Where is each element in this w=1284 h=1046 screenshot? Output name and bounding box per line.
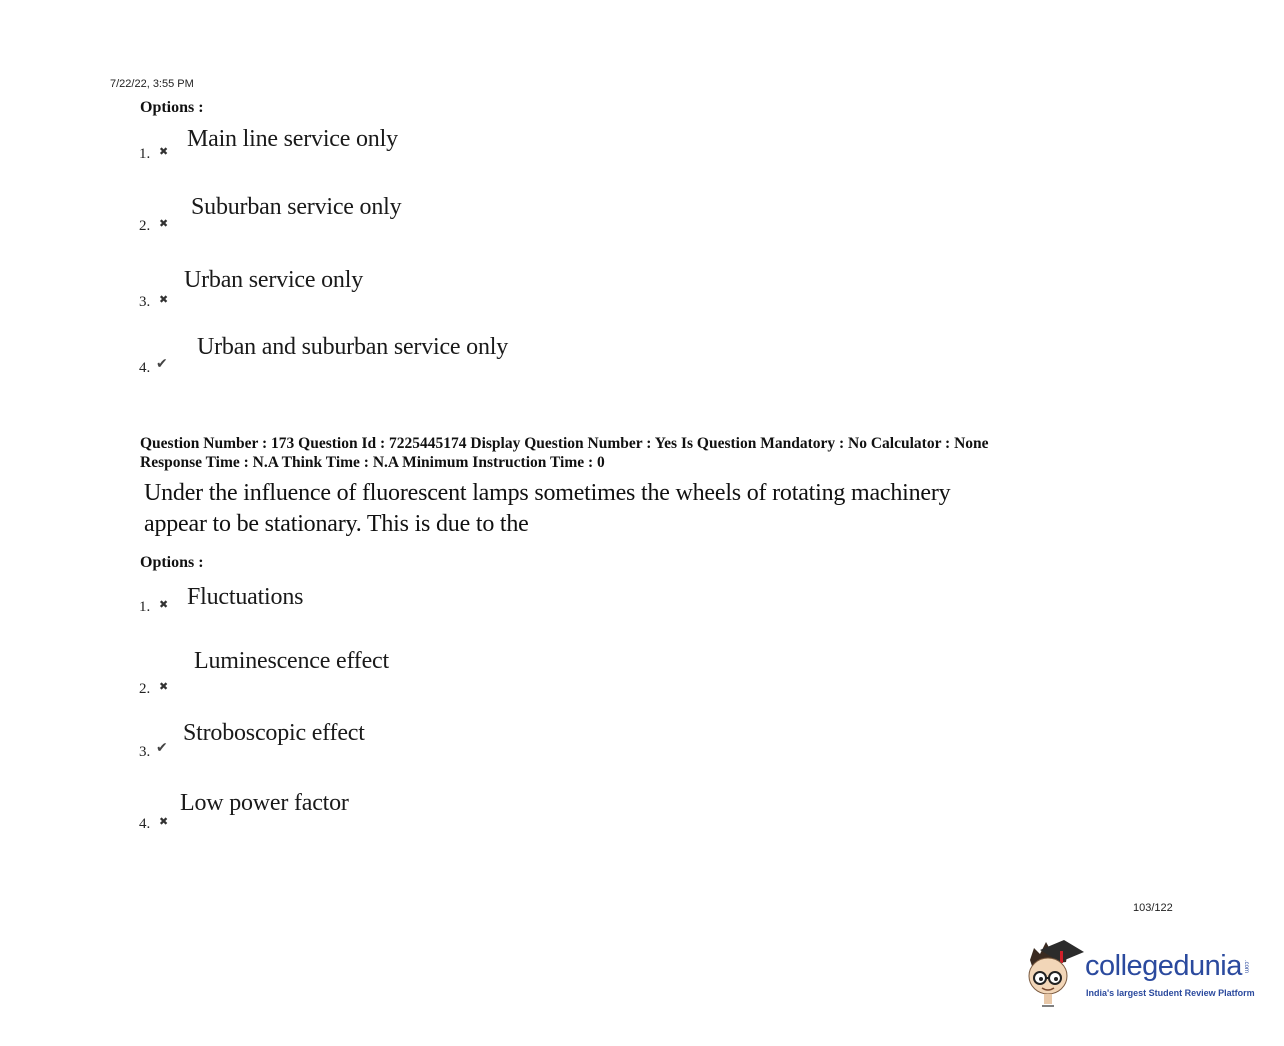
option-text: Low power factor xyxy=(180,790,349,816)
cross-icon: ✖ xyxy=(159,815,169,828)
check-icon: ✔ xyxy=(156,356,168,372)
option-number: 3. xyxy=(139,294,151,310)
options-label: Options : xyxy=(140,99,204,116)
cross-icon: ✖ xyxy=(159,680,169,693)
logo-suffix: .com xyxy=(1243,960,1249,974)
options-label: Options : xyxy=(140,554,204,571)
question-meta xyxy=(140,434,989,472)
option-text: Urban and suburban service only xyxy=(197,334,509,360)
option-text: Main line service only xyxy=(187,126,398,152)
option-text: Luminescence effect xyxy=(194,648,389,674)
option-number: 2. xyxy=(139,218,151,234)
question-text xyxy=(144,478,950,540)
cross-icon: ✖ xyxy=(159,217,169,230)
mascot-icon xyxy=(1024,938,1086,1010)
print-timestamp: 7/22/22, 3:55 PM xyxy=(110,78,194,90)
question-text-line: appear to be stationary. This is due to the xyxy=(144,511,529,537)
option-text: Stroboscopic effect xyxy=(183,720,365,746)
option-text: Urban service only xyxy=(184,267,364,293)
logo-wordmark: collegedunia xyxy=(1085,950,1242,982)
option-text: Suburban service only xyxy=(191,194,402,220)
question-meta-line: Question Number : 173 Question Id : 7225445174 Display Question Number : Yes Is Question Mandatory : No Calculator : None xyxy=(140,435,989,452)
option-number: 2. xyxy=(139,681,151,697)
option-number: 3. xyxy=(139,744,151,760)
logo-tagline: India's largest Student Review Platform xyxy=(1086,988,1255,998)
option-number: 4. xyxy=(139,816,151,832)
page-number: 103/122 xyxy=(1133,902,1173,914)
cross-icon: ✖ xyxy=(159,293,169,306)
cross-icon: ✖ xyxy=(159,145,169,158)
option-number: 4. xyxy=(139,360,151,376)
check-icon: ✔ xyxy=(156,740,168,756)
option-number: 1. xyxy=(139,599,151,615)
option-text: Fluctuations xyxy=(187,584,304,610)
question-meta-line: Response Time : N.A Think Time : N.A Minimum Instruction Time : 0 xyxy=(140,454,605,471)
question-text-line: Under the influence of fluorescent lamps sometimes the wheels of rotating machinery xyxy=(144,480,951,506)
collegedunia-logo xyxy=(1024,938,1254,1010)
cross-icon: ✖ xyxy=(159,598,169,611)
option-number: 1. xyxy=(139,146,151,162)
